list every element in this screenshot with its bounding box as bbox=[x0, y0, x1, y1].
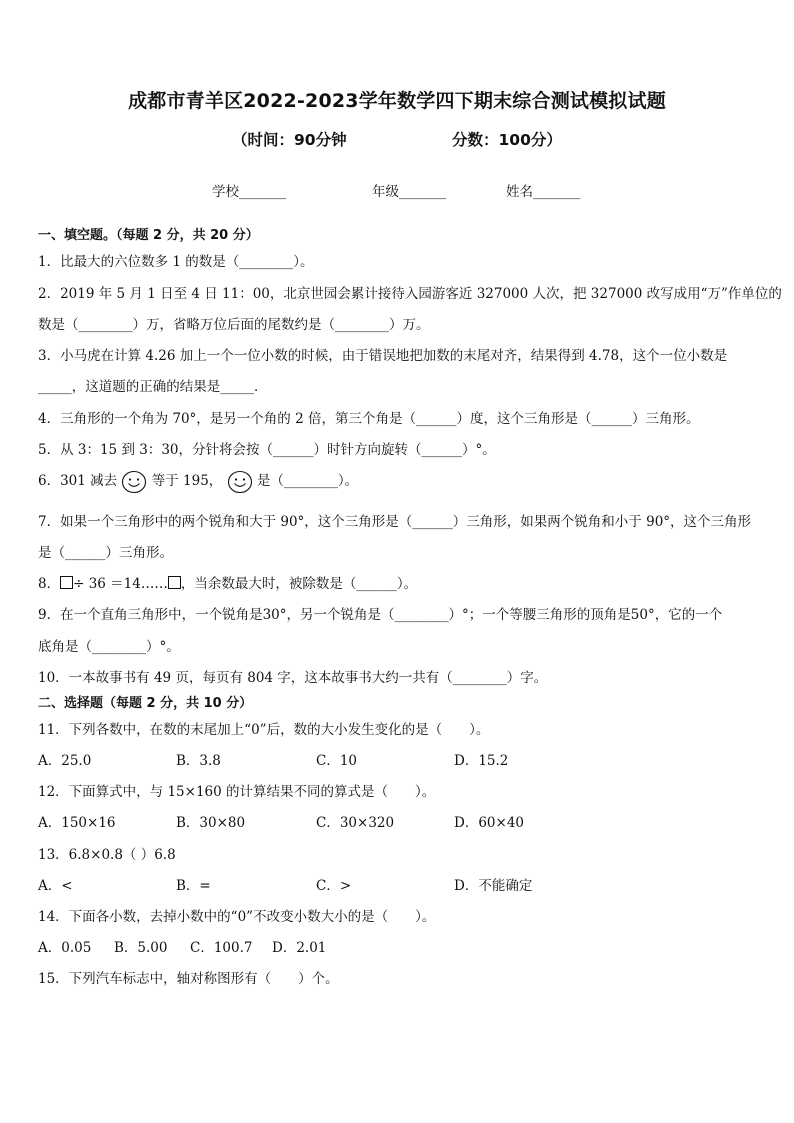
question-5: 5．从 3：15 到 3：30，分针将会按（______）时针方向旋转（______）°。 bbox=[38, 442, 496, 458]
section-heading-multiple-choice: 二、选择题（每题 2 分，共 10 分） bbox=[38, 696, 253, 711]
question-8-number: 8． bbox=[38, 576, 61, 592]
exam-score: 分数：100分） bbox=[452, 131, 562, 149]
page-title: 成都市青羊区2022-2023学年数学四下期末综合测试模拟试题 bbox=[128, 90, 666, 112]
option-b[interactable]: B．3.8 bbox=[176, 753, 221, 769]
option-b[interactable]: B．30×80 bbox=[176, 815, 246, 831]
question-2-line-1: 2．2019 年 5 月 1 日至 4 日 11：00，北京世园会累计接待入园游客近 327000 人次，把 327000 改写成用“万”作单位的 bbox=[38, 286, 782, 302]
option-c[interactable]: C．100.7 bbox=[190, 940, 253, 956]
question-11: 11．下列各数中，在数的末尾加上“0”后，数的大小发生变化的是（ ）。 bbox=[38, 722, 490, 738]
option-b[interactable]: B．= bbox=[176, 878, 211, 894]
question-2-line-2: 数是（________）万，省略万位后面的尾数约是（________）万。 bbox=[38, 317, 430, 333]
grade-field[interactable] bbox=[372, 180, 446, 200]
school-field[interactable] bbox=[212, 180, 286, 200]
square-blank-icon bbox=[60, 576, 73, 589]
school-blank: _______ bbox=[239, 184, 287, 200]
option-d[interactable]: D．60×40 bbox=[454, 815, 524, 831]
question-15: 15．下列汽车标志中，轴对称图形有（ ）个。 bbox=[38, 971, 339, 987]
question-9-line-2: 底角是（________）°。 bbox=[38, 639, 180, 655]
option-a[interactable]: A．150×16 bbox=[38, 815, 116, 831]
question-4: 4．三角形的一个角为 70°，是另一个角的 2 倍，第三个角是（______）度，这个三角形是（______）三角形。 bbox=[38, 411, 700, 427]
option-a[interactable]: A．0.05 bbox=[38, 940, 92, 956]
option-d[interactable]: D．15.2 bbox=[454, 753, 509, 769]
question-6-part-1: 6．301 减去 bbox=[38, 473, 118, 489]
question-6-part-2: 等于 195， bbox=[151, 473, 223, 489]
question-9-line-1: 9．在一个直角三角形中，一个锐角是30°，另一个锐角是（________）°；一个等腰三角形的顶角是50°，它的一个 bbox=[38, 607, 723, 623]
name-blank: _______ bbox=[533, 184, 581, 200]
name-field[interactable] bbox=[506, 180, 580, 200]
exam-time: （时间：90分钟 bbox=[232, 131, 347, 149]
question-3-line-1: 3．小马虎在计算 4.26 加上一个一位小数的时候，由于错误地把加数的末尾对齐，结果得到 4.78，这个一位小数是 bbox=[38, 348, 728, 364]
question-8-middle: ÷ 36 ＝14…… bbox=[73, 576, 168, 592]
smiley-face-icon bbox=[121, 470, 147, 494]
option-c[interactable]: C．30×320 bbox=[316, 815, 395, 831]
question-14: 14．下面各小数，去掉小数中的“0”不改变小数大小的是（ ）。 bbox=[38, 909, 436, 925]
option-a[interactable]: A．< bbox=[38, 878, 73, 894]
school-label: 学校 bbox=[212, 184, 239, 200]
option-d[interactable]: D．不能确定 bbox=[454, 878, 533, 894]
option-c[interactable]: C．10 bbox=[316, 753, 358, 769]
name-label: 姓名 bbox=[506, 184, 533, 200]
section-heading-fill-blanks: 一、填空题。（每题 2 分，共 20 分） bbox=[38, 228, 259, 243]
smiley-face-icon bbox=[227, 470, 253, 494]
grade-label: 年级 bbox=[372, 184, 399, 200]
option-a[interactable]: A．25.0 bbox=[38, 753, 92, 769]
question-6 bbox=[38, 469, 358, 494]
question-3-line-2: _____，这道题的正确的结果是_____． bbox=[38, 379, 268, 395]
question-6-part-3: 是（________）。 bbox=[256, 473, 359, 489]
question-7-line-2: 是（______）三角形。 bbox=[38, 545, 173, 561]
square-blank-icon bbox=[168, 576, 181, 589]
question-12: 12．下面算式中，与 15×160 的计算结果不同的算式是（ ）。 bbox=[38, 784, 436, 800]
grade-blank: _______ bbox=[399, 184, 447, 200]
question-13: 13．6.8×0.8（ ）6.8 bbox=[38, 847, 176, 863]
question-10: 10．一本故事书有 49 页，每页有 804 字，这本故事书大约一共有（________）字。 bbox=[38, 670, 548, 686]
option-d[interactable]: D．2.01 bbox=[272, 940, 327, 956]
question-7-line-1: 7．如果一个三角形中的两个锐角和大于 90°，这个三角形是（______）三角形，如果两个锐角和小于 90°，这个三角形 bbox=[38, 514, 752, 530]
question-8 bbox=[38, 572, 417, 592]
question-8-end: ，当余数最大时，被除数是（______）。 bbox=[180, 576, 418, 592]
option-c[interactable]: C．> bbox=[316, 878, 352, 894]
option-b[interactable]: B．5.00 bbox=[114, 940, 168, 956]
question-1: 1．比最大的六位数多 1 的数是（________）。 bbox=[38, 254, 314, 270]
